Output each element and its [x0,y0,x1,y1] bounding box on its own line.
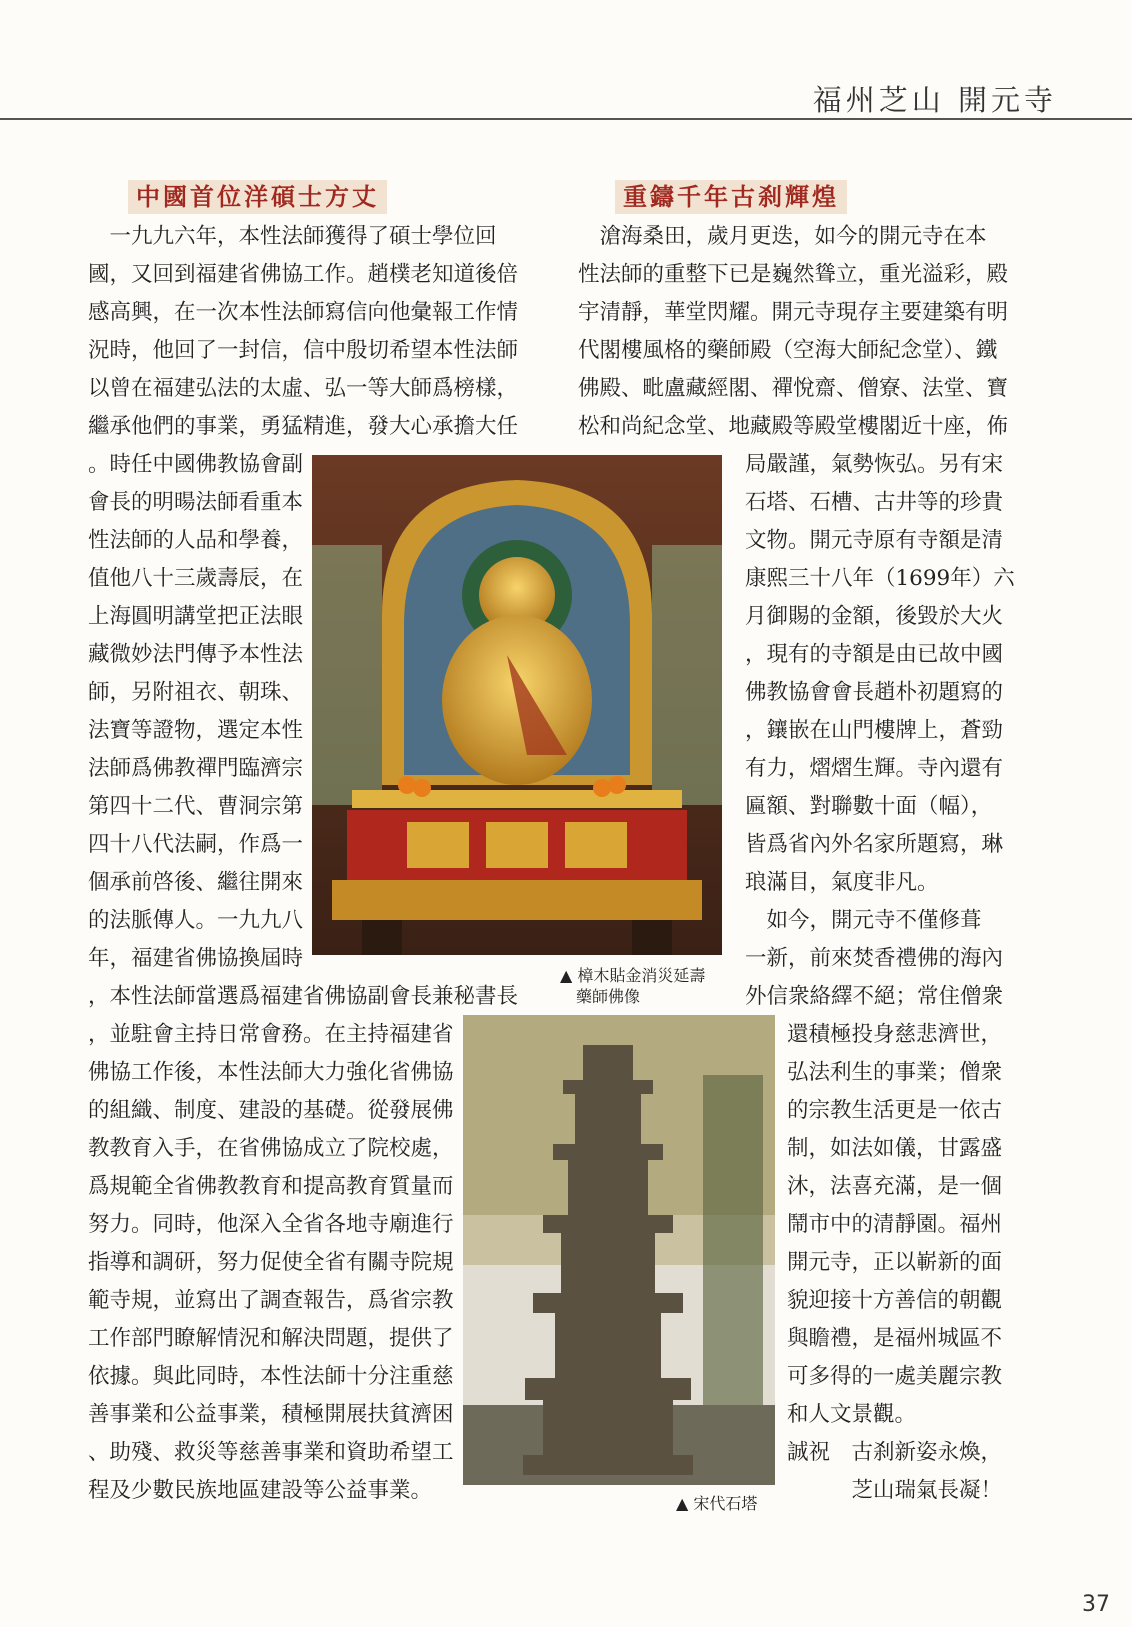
text-line: 外信衆絡繹不絕；常住僧衆 [745,984,1004,1009]
left-column-lower [88,1016,463,1510]
text-line: 松和尚紀念堂、地藏殿等殿堂樓閣近十座，佈 [578,414,1009,439]
text-line: 以曾在福建弘法的太虛、弘一等大師爲榜樣， [88,376,519,401]
text-line: 爲規範全省佛教教育和提高教育質量而 [88,1174,454,1199]
text-line: ，現有的寺額是由已故中國 [745,642,1004,667]
text-line: 開元寺，正以嶄新的面 [787,1250,1003,1275]
text-line: 制，如法如儀，甘露盛 [787,1136,1003,1161]
text-line: 上海圓明講堂把正法眼 [88,604,303,629]
text-line: 的組織、制度、建設的基礎。從發展佛 [88,1098,454,1123]
left-column-top [88,218,523,446]
text-line: 性法師的人品和學養， [88,528,303,553]
text-line: 第四十二代、曹洞宗第 [88,794,303,819]
left-section-heading: 中國首位洋碩士方丈 [128,180,387,214]
buddha-caption: ▲ 樟木貼金消災延壽 藥師佛像 [560,966,706,1006]
right-section-heading: 重鑄千年古刹輝煌 [615,180,847,214]
text-line: 程及少數民族地區建設等公益事業。 [88,1478,433,1503]
text-line: 與瞻禮，是福州城區不 [787,1326,1003,1351]
text-line: 師，另附祖衣、朝珠、 [88,680,303,705]
text-line: 有力，熠熠生輝。寺內還有 [745,756,1004,781]
buddha-statue-photo [312,455,722,955]
text-line: 一九九六年，本性法師獲得了碩士學位回 [88,224,497,249]
text-line: 、助殘、救災等慈善事業和資助希望工 [88,1440,454,1465]
text-line: 滄海桑田，歲月更迭，如今的開元寺在本 [578,224,987,249]
stone-pagoda-photo [463,1015,775,1485]
text-line: 感高興，在一次本性法師寫信向他彙報工作情 [88,300,519,325]
left-column-narrow [88,446,303,978]
header-title: 福州芝山 開元寺 [812,83,1057,117]
text-line: 如今，開元寺不僅修葺 [745,908,982,933]
text-line: 皆爲省內外名家所題寫，琳 [745,832,1004,857]
text-line: 誠祝 古刹新姿永煥， [787,1440,1003,1465]
text-line: 貌迎接十方善信的朝觀 [787,1288,1003,1313]
text-line: 努力。同時，他深入全省各地寺廟進行 [88,1212,454,1237]
text-line: 琅滿目，氣度非凡。 [745,870,939,895]
text-line: ，鑲嵌在山門樓牌上，蒼勁 [745,718,1004,743]
text-line: 工作部門瞭解情況和解決問題，提供了 [88,1326,454,1351]
text-line: 匾額、對聯數十面（幅）， [745,794,993,819]
right-column-top [578,218,1018,446]
text-line: 指導和調研，努力促使全省有關寺院規 [88,1250,454,1275]
text-line: 沐，法喜充滿，是一個 [787,1174,1003,1199]
text-line: 教教育入手，在省佛協成立了院校處， [88,1136,454,1161]
text-line: 的宗教生活更是一依古 [787,1098,1003,1123]
text-line: 弘法利生的事業；僧衆 [787,1060,1003,1085]
text-line: 石塔、石槽、古井等的珍貴 [745,490,1004,515]
text-line: 一新，前來焚香禮佛的海內 [745,946,1004,971]
text-line: 康熙三十八年（1699年）六 [745,566,1015,591]
text-line: 芝山瑞氣長凝！ [787,1478,1003,1503]
right-column-lower [787,1016,1017,1510]
text-line: 月御賜的金額，後毀於大火 [745,604,1004,629]
text-line: 性法師的重整下已是巍然聳立，重光溢彩，殿 [578,262,1009,287]
text-line: 會長的明暘法師看重本 [88,490,303,515]
left-column-wide [88,978,523,1016]
text-line: 四十八代法嗣，作爲一 [88,832,303,857]
text-line: 法寶等證物，選定本性 [88,718,303,743]
text-line: 善事業和公益事業，積極開展扶貧濟困 [88,1402,454,1427]
text-line: 的法脈傳人。一九九八 [88,908,303,933]
page-number: 37 [1082,1592,1110,1617]
text-line: 年，福建省佛協換屆時 [88,946,303,971]
text-line: 宇清靜，華堂閃耀。開元寺現存主要建築有明 [578,300,1009,325]
text-line: 佛教協會會長趙朴初題寫的 [745,680,1004,705]
header-rule [0,118,1132,120]
text-line: 文物。開元寺原有寺額是清 [745,528,1004,553]
text-line: 國，又回到福建省佛協工作。趙樸老知道後倍 [88,262,519,287]
pagoda-caption: ▲ 宋代石塔 [676,1494,758,1513]
text-line: 可多得的一處美麗宗教 [787,1364,1003,1389]
text-line: 還積極投身慈悲濟世， [787,1022,1003,1047]
text-line: 鬧市中的清靜園。福州 [787,1212,1003,1237]
text-line: 法師爲佛教禪門臨濟宗 [88,756,303,781]
text-line: 。時任中國佛教協會副 [88,452,303,477]
text-line: 依據。與此同時，本性法師十分注重慈 [88,1364,454,1389]
text-line: ，本性法師當選爲福建省佛協副會長兼秘書長 [88,984,519,1009]
text-line: 範寺規，並寫出了調查報告，爲省宗教 [88,1288,454,1313]
text-line: 個承前啓後、繼往開來 [88,870,303,895]
text-line: 和人文景觀。 [787,1402,917,1427]
text-line: 值他八十三歲壽辰，在 [88,566,303,591]
text-line: 局嚴謹，氣勢恢弘。另有宋 [745,452,1004,477]
text-line: ，並駐會主持日常會務。在主持福建省 [88,1022,454,1047]
text-line: 代閣樓風格的藥師殿（空海大師紀念堂）、鐵 [578,338,998,363]
text-line: 藏微妙法門傳予本性法 [88,642,303,667]
text-line: 佛殿、毗盧藏經閣、禪悅齋、僧寮、法堂、寶 [578,376,1009,401]
text-line: 佛協工作後，本性法師大力強化省佛協 [88,1060,454,1085]
right-column-narrow [745,446,1015,1016]
text-line: 繼承他們的事業，勇猛精進，發大心承擔大任 [88,414,519,439]
text-line: 況時，他回了一封信，信中殷切希望本性法師 [88,338,519,363]
